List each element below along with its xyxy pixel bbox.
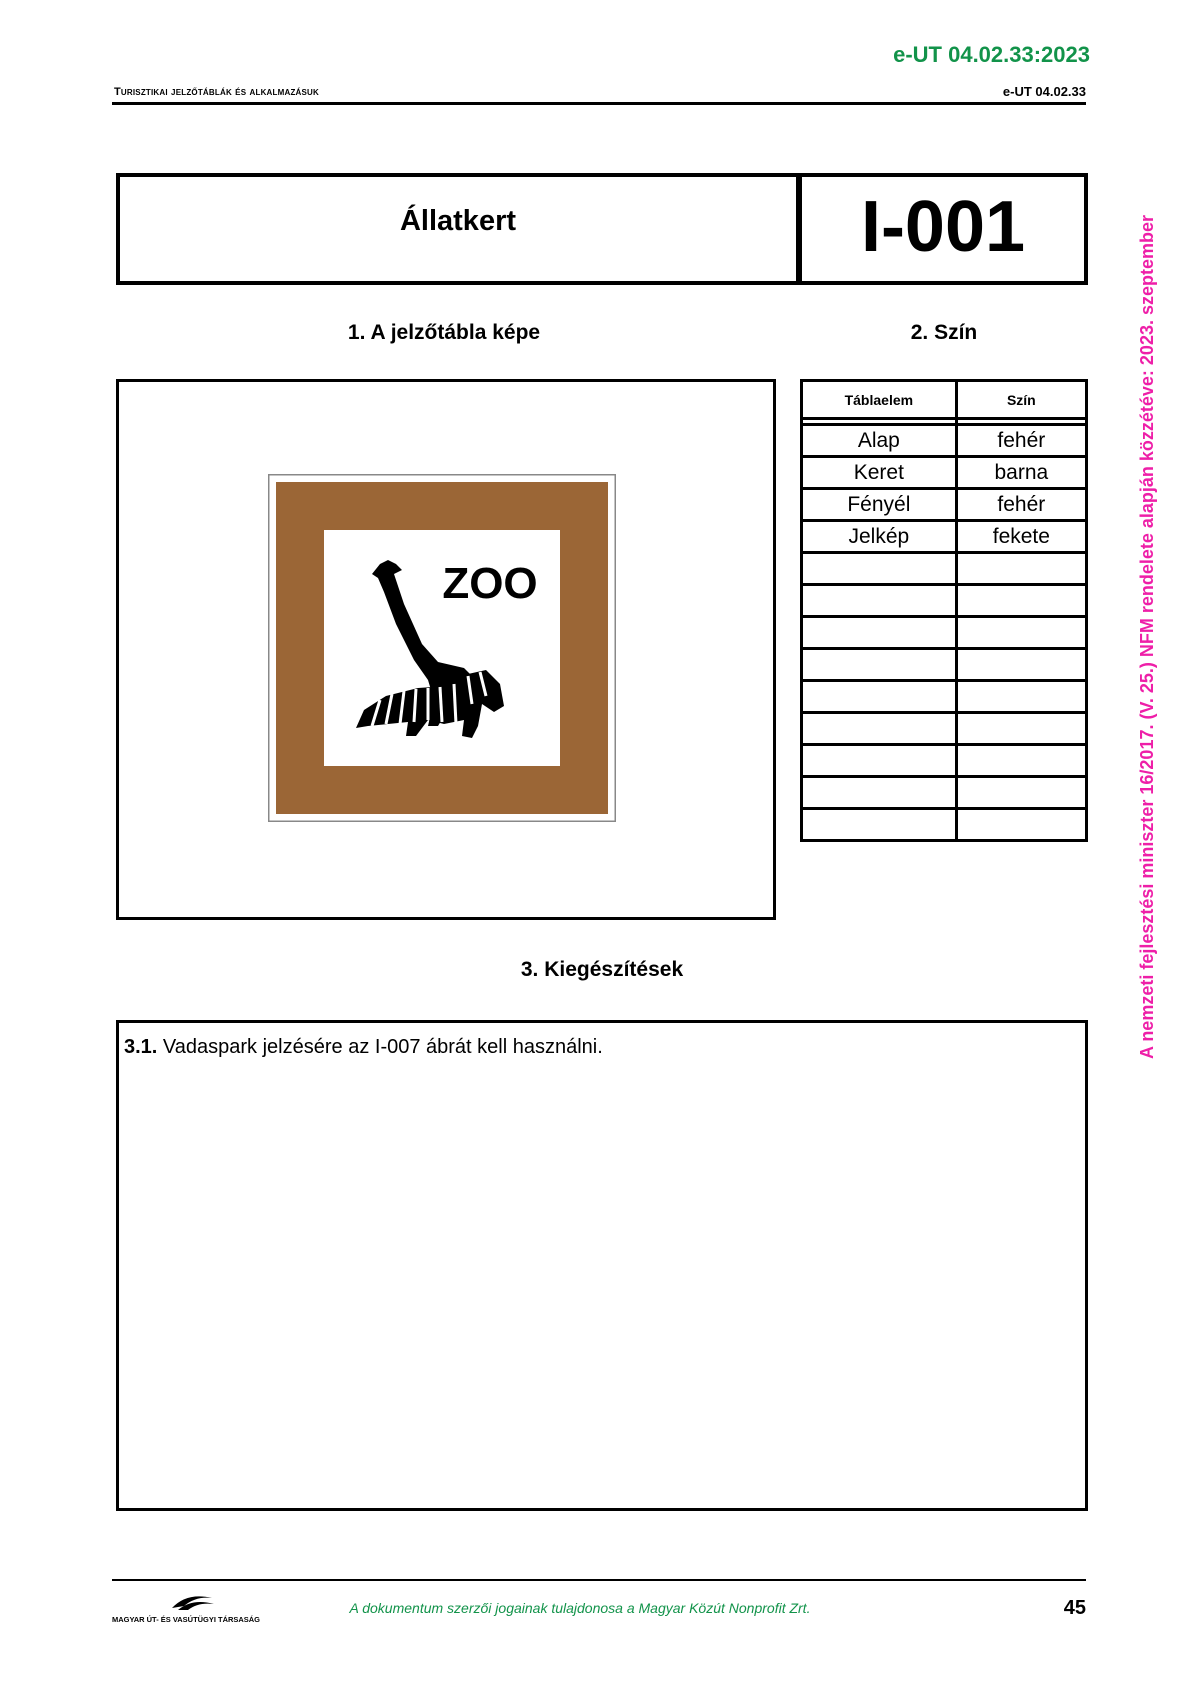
page-number: 45 [1063,1597,1086,1619]
table-row-empty [802,585,1087,617]
table-row [802,457,1087,489]
publication-side-note: A nemzeti fejlesztési miniszter 16/2017. (V. 25.) NFM rendelete alapján közzétéve: 2023. szeptember [1137,214,1157,1060]
color-table-header [802,381,1087,419]
zoo-text: ZOO [442,559,538,608]
column-header-element: Táblaelem [802,381,957,419]
note-number: 3.1. [124,1036,158,1058]
sign-code: I-001 [860,187,1026,267]
table-row [802,425,1087,457]
running-head-title: Turisztikai jelzőtáblák és alkalmazásuk [114,86,320,98]
footer-rule [112,1579,1086,1581]
note-item [124,1036,603,1059]
notes-box [116,1020,1088,1511]
column-header-color: Szín [956,381,1086,419]
document-code: e-UT 04.02.33:2023 [893,42,1090,67]
cell-color: barna [956,457,1086,489]
table-row-empty [802,681,1087,713]
color-table [800,379,1088,842]
header-rule [112,102,1086,105]
cell-color: fehér [956,489,1086,521]
section-title-image: 1. A jelzőtábla képe [347,321,541,344]
table-row-empty [802,553,1087,585]
society-logo [112,1586,262,1626]
table-row [802,489,1087,521]
sign-name: Állatkert [399,205,517,237]
cell-element: Keret [802,457,957,489]
cell-element: Fényél [802,489,957,521]
table-row-empty [802,617,1087,649]
table-row-empty [802,777,1087,809]
svg-text:MAGYAR ÚT- ÉS VASÚTÜGYI TÁRSAS: MAGYAR ÚT- ÉS VASÚTÜGYI TÁRSASÁG [112,1617,251,1624]
running-head-code: e-UT 04.02.33 [1002,84,1086,99]
note-text: Vadaspark jelzésére az I-007 ábrát kell használni. [162,1036,603,1058]
cell-color: fekete [956,521,1086,553]
zoo-sign-image [268,474,616,822]
table-row-empty [802,713,1087,745]
cell-color: fehér [956,425,1086,457]
cell-element: Alap [802,425,957,457]
table-row-empty [802,809,1087,841]
copyright-text: A dokumentum szerzői jogainak tulajdonosa a Magyar Közút Nonprofit Zrt. [349,1600,811,1616]
section-title-color: 2. Szín [910,321,978,344]
table-row [802,521,1087,553]
section-title-additions: 3. Kiegészítések [520,958,684,981]
cell-element: Jelkép [802,521,957,553]
table-row-empty [802,649,1087,681]
table-row-empty [802,745,1087,777]
